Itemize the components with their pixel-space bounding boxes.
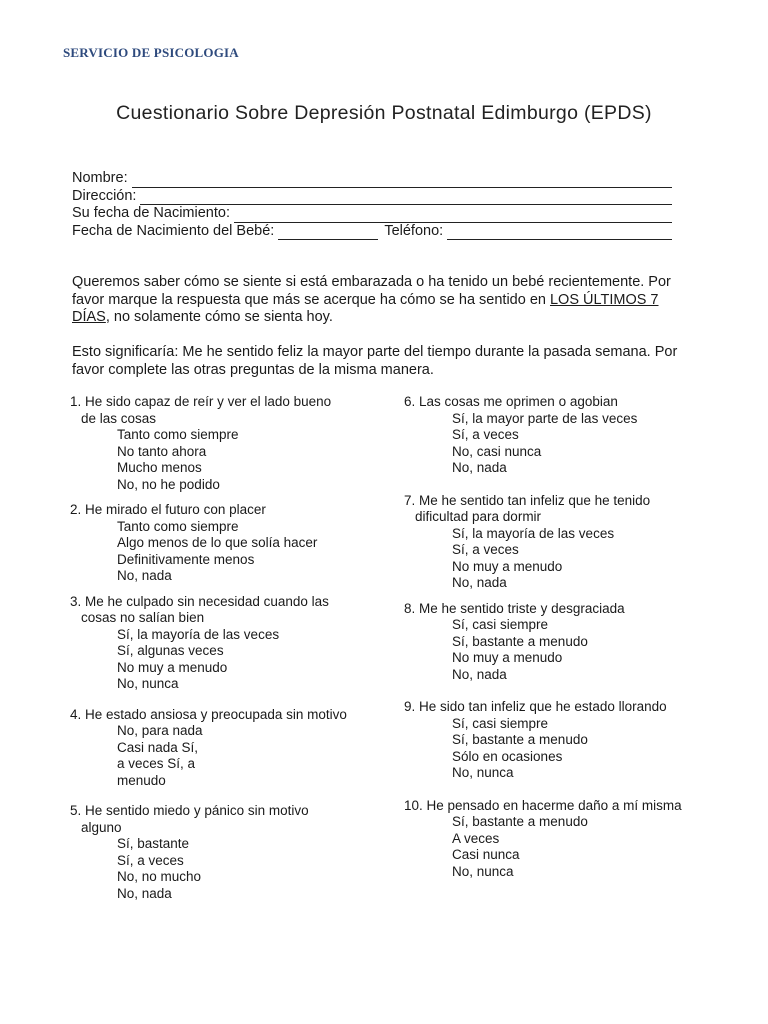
address-blank-line	[140, 190, 672, 205]
answer-option: Sí, a veces	[452, 542, 519, 557]
intro-paragraph	[72, 274, 692, 327]
question-block	[70, 394, 370, 493]
question-title-continuation: dificultad para dormir	[415, 509, 542, 524]
intro-text-b: , no solamente cómo se sienta hoy.	[105, 309, 333, 325]
name-label: Nombre:	[72, 170, 128, 186]
answer-option: No, no he podido	[117, 476, 220, 492]
answer-option: Tanto como siempre	[117, 518, 239, 534]
answer-option: Casi nada Sí,	[117, 739, 199, 755]
question-block	[70, 803, 370, 902]
address-field-row	[72, 188, 672, 206]
baby-birthdate-field-row	[72, 223, 672, 241]
answer-option: Tanto como siempre	[117, 427, 239, 442]
birthdate-field-row	[72, 205, 672, 223]
question-block	[404, 699, 704, 782]
birthdate-label: Su fecha de Nacimiento:	[72, 205, 230, 221]
answer-option: a veces Sí, a	[117, 756, 196, 771]
personal-info-fields	[72, 170, 672, 240]
question-title: 9. He sido tan infeliz que he estado llorando	[404, 699, 667, 714]
intro-text-a: Queremos saber cómo se siente si está embarazada o ha tenido un bebé recientemente. Por favor marque la respuesta que más se acerque ha cómo se ha sentido en	[72, 274, 671, 308]
answer-option: Sí, la mayoría de las veces	[452, 525, 615, 541]
answer-option: Sí, algunas veces	[117, 643, 224, 658]
intro-underlined-text: LOS ÚLTIMOS 7 DÍAS	[72, 291, 659, 325]
answer-option: Sí, bastante	[117, 836, 190, 851]
answer-option: No, nunca	[452, 765, 514, 780]
question-block	[404, 601, 704, 684]
question-title: 2. He mirado el futuro con placer	[70, 502, 266, 517]
answer-option: Casi nunca	[452, 847, 520, 862]
answer-option: No muy a menudo	[452, 558, 563, 574]
answer-option: A veces	[452, 830, 500, 846]
answer-option: No, nada	[117, 568, 172, 583]
answer-option: Definitivamente menos	[117, 551, 255, 567]
baby-birthdate-blank-line	[278, 225, 378, 240]
question-title: 4. He estado ansiosa y preocupada sin motivo	[70, 706, 347, 722]
answer-option: Mucho menos	[117, 460, 202, 475]
baby-birthdate-label: Fecha de Nacimiento del Bebé:	[72, 222, 275, 239]
question-title: 8. Me he sentido triste y desgraciada	[404, 600, 625, 616]
question-block	[70, 707, 370, 790]
address-label: Dirección:	[72, 187, 137, 204]
answer-option: No, casi nunca	[452, 443, 542, 459]
service-header: SERVICIO DE PSICOLOGIA	[63, 45, 239, 60]
answer-option: Sí, a veces	[452, 427, 519, 442]
answer-option: No, no mucho	[117, 869, 202, 884]
question-block	[70, 594, 370, 693]
example-paragraph: Esto significaría: Me he sentido feliz la mayor parte del tiempo durante la pasada semana. Por favor complete las otras preguntas de la misma manera.	[72, 344, 678, 378]
answer-option: Sí, la mayoría de las veces	[117, 626, 280, 642]
question-block	[404, 394, 704, 477]
questions-left-column	[70, 394, 370, 902]
questions-right-column	[404, 394, 704, 880]
question-title: 10. He pensado en hacerme daño a mí misma	[404, 797, 682, 813]
answer-option: No, nada	[452, 666, 507, 682]
answer-option: No, nada	[117, 885, 172, 901]
answer-option: Sí, bastante a menudo	[452, 814, 588, 829]
question-title: 5. He sentido miedo y pánico sin motivo	[70, 803, 309, 818]
answer-option: Sí, bastante a menudo	[452, 732, 588, 747]
question-title: 1. He sido capaz de reír y ver el lado bueno	[70, 394, 332, 409]
answer-option: menudo	[117, 772, 166, 788]
answer-option: Algo menos de lo que solía hacer	[117, 535, 318, 550]
question-title-continuation: alguno	[81, 819, 122, 835]
question-title-continuation: cosas no salían bien	[81, 610, 205, 625]
name-field-row	[72, 170, 672, 188]
question-block	[404, 798, 704, 881]
answer-option: Sí, a veces	[117, 852, 184, 868]
question-block	[404, 493, 704, 592]
answer-option: Sí, la mayor parte de las veces	[452, 410, 638, 426]
answer-option: No, nunca	[452, 863, 514, 879]
answer-option: No muy a menudo	[117, 659, 228, 675]
answer-option: No tanto ahora	[117, 443, 207, 459]
answer-option: No, nunca	[117, 676, 179, 691]
answer-option: No, nada	[452, 575, 507, 590]
phone-label: Teléfono:	[384, 222, 444, 239]
answer-option: Sí, bastante a menudo	[452, 633, 588, 649]
question-title-continuation: de las cosas	[81, 410, 157, 426]
page-title: Cuestionario Sobre Depresión Postnatal Edimburgo (EPDS)	[116, 102, 652, 124]
question-block	[70, 502, 370, 585]
answer-option: Sólo en ocasiones	[452, 748, 563, 764]
answer-option: No, nada	[452, 460, 507, 475]
question-title: 6. Las cosas me oprimen o agobian	[404, 394, 618, 409]
question-title: 3. Me he culpado sin necesidad cuando las	[70, 593, 329, 609]
name-blank-line	[132, 173, 672, 188]
answer-option: No, para nada	[117, 723, 203, 738]
phone-blank-line	[447, 225, 672, 240]
answer-option: No muy a menudo	[452, 650, 563, 665]
question-title: 7. Me he sentido tan infeliz que he tenido	[404, 492, 651, 508]
answer-option: Sí, casi siempre	[452, 715, 549, 731]
answer-option: Sí, casi siempre	[452, 617, 549, 632]
birthdate-blank-line	[234, 208, 672, 223]
